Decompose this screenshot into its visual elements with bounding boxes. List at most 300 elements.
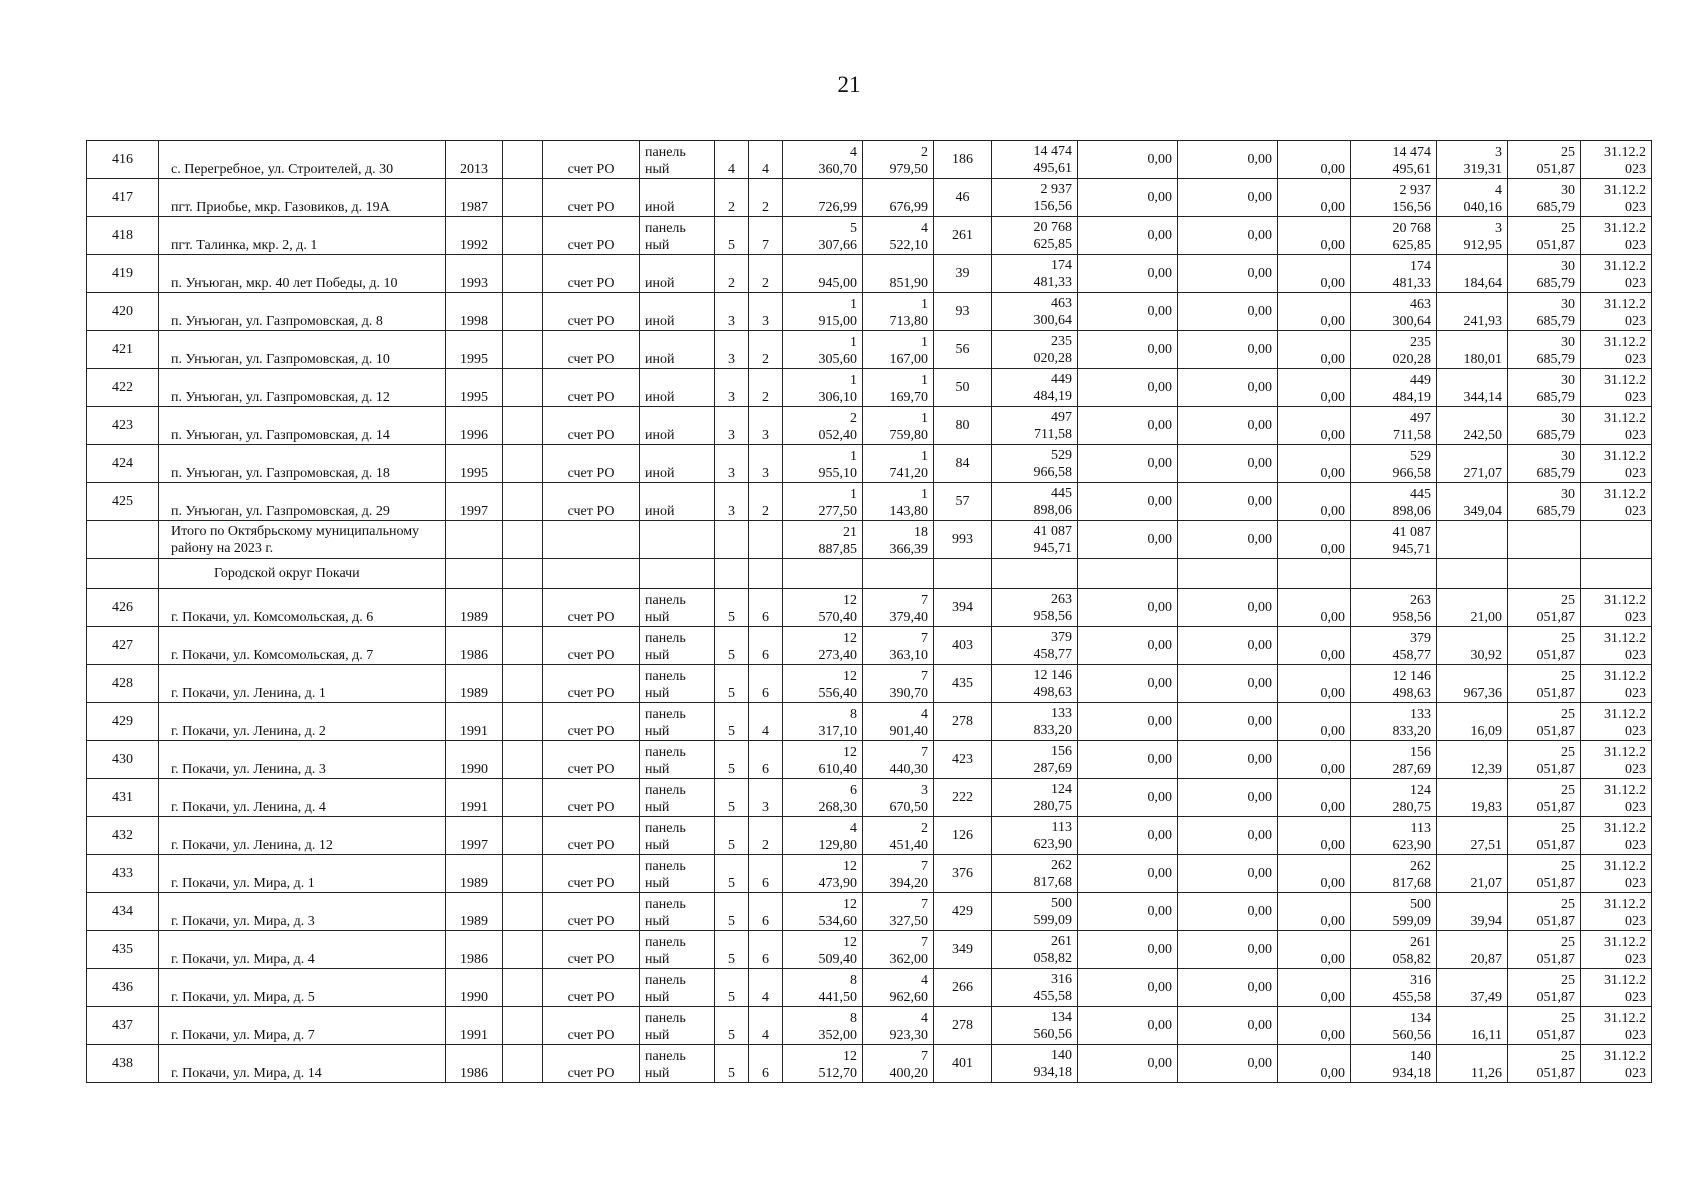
- section-row: [87, 559, 1652, 589]
- cell-limit-cost: 25 051,87: [1508, 627, 1581, 665]
- cell-unit-cost: 241,93: [1437, 293, 1508, 331]
- cell-address: п. Унъюган, ул. Газпромовская, д. 29: [159, 483, 446, 521]
- table-row: [87, 627, 1652, 665]
- cell-cost-fund: 0,00: [1078, 483, 1178, 521]
- cell-cost-owners: 124 280,75: [1351, 779, 1437, 817]
- table-row: [87, 969, 1652, 1007]
- cell-entrances: 6: [749, 931, 783, 969]
- cell-cost-budget: 0,00: [1178, 407, 1278, 445]
- cell-entrances: 3: [749, 293, 783, 331]
- cell-cost-budget: 0,00: [1178, 1007, 1278, 1045]
- cell-address: с. Перегребное, ул. Строителей, д. 30: [159, 141, 446, 179]
- cell-total-area: 8 352,00: [783, 1007, 863, 1045]
- cell-address: пгт. Талинка, мкр. 2, д. 1: [159, 217, 446, 255]
- cell-cost-budget: 0,00: [1178, 589, 1278, 627]
- cell-cost-owners: 316 455,58: [1351, 969, 1437, 1007]
- cell-floors: 3: [715, 445, 749, 483]
- cell-total-cost: 134 560,56: [992, 1007, 1078, 1045]
- cell-living-area: 7 400,20: [863, 1045, 934, 1083]
- cell-address: г. Покачи, ул. Комсомольская, д. 7: [159, 627, 446, 665]
- cell-residents: 126: [934, 817, 992, 855]
- cell-living-area: 1 713,80: [863, 293, 934, 331]
- cell-completion-date: 31.12.2 023: [1581, 779, 1652, 817]
- cell-col-empty: [503, 703, 543, 741]
- cell-residents: 401: [934, 1045, 992, 1083]
- cell-floors: [715, 559, 749, 589]
- cell-cost-budget: 0,00: [1178, 141, 1278, 179]
- cell-unit-cost: 3 319,31: [1437, 141, 1508, 179]
- cell-cost-other: 0,00: [1278, 703, 1351, 741]
- cell-entrances: 2: [749, 369, 783, 407]
- cell-total-area: 12 534,60: [783, 893, 863, 931]
- cell-fund-method: счет РО: [543, 179, 640, 217]
- cell-cost-fund: 0,00: [1078, 217, 1178, 255]
- cell-address: г. Покачи, ул. Ленина, д. 4: [159, 779, 446, 817]
- cell-cost-owners: 133 833,20: [1351, 703, 1437, 741]
- cell-cost-budget: 0,00: [1178, 369, 1278, 407]
- cell-address: п. Унъюган, мкр. 40 лет Победы, д. 10: [159, 255, 446, 293]
- cell-fund-method: счет РО: [543, 665, 640, 703]
- cell-completion-date: [1581, 559, 1652, 589]
- cell-address: г. Покачи, ул. Ленина, д. 2: [159, 703, 446, 741]
- cell-limit-cost: 25 051,87: [1508, 703, 1581, 741]
- cell-floors: 2: [715, 255, 749, 293]
- cell-cost-budget: 0,00: [1178, 931, 1278, 969]
- cell-address: г. Покачи, ул. Ленина, д. 12: [159, 817, 446, 855]
- cell-wall-type: иной: [640, 293, 715, 331]
- cell-row-number: 418: [87, 217, 159, 255]
- cell-unit-cost: 27,51: [1437, 817, 1508, 855]
- cell-residents: 46: [934, 179, 992, 217]
- cell-limit-cost: 25 051,87: [1508, 665, 1581, 703]
- cell-cost-fund: 0,00: [1078, 741, 1178, 779]
- cell-address: п. Унъюган, ул. Газпромовская, д. 12: [159, 369, 446, 407]
- cell-col-empty: [503, 779, 543, 817]
- cell-row-number: 419: [87, 255, 159, 293]
- cell-col-empty: [503, 407, 543, 445]
- cell-living-area: 7 362,00: [863, 931, 934, 969]
- cell-row-number: 427: [87, 627, 159, 665]
- cell-cost-owners: 445 898,06: [1351, 483, 1437, 521]
- cell-col-empty: [503, 217, 543, 255]
- cell-row-number: 433: [87, 855, 159, 893]
- cell-unit-cost: 39,94: [1437, 893, 1508, 931]
- cell-cost-fund: 0,00: [1078, 893, 1178, 931]
- cell-year: 1989: [446, 893, 503, 931]
- cell-cost-owners: 261 058,82: [1351, 931, 1437, 969]
- cell-row-number: 430: [87, 741, 159, 779]
- cell-year: 1989: [446, 589, 503, 627]
- cell-floors: 3: [715, 407, 749, 445]
- cell-limit-cost: 30 685,79: [1508, 331, 1581, 369]
- cell-living-area: 1 759,80: [863, 407, 934, 445]
- cell-limit-cost: 25 051,87: [1508, 141, 1581, 179]
- cell-entrances: 2: [749, 817, 783, 855]
- cell-total-area: 1 955,10: [783, 445, 863, 483]
- cell-living-area: [863, 559, 934, 589]
- cell-cost-other: 0,00: [1278, 665, 1351, 703]
- cell-year: 1995: [446, 369, 503, 407]
- cell-completion-date: 31.12.2 023: [1581, 293, 1652, 331]
- cell-unit-cost: 180,01: [1437, 331, 1508, 369]
- cell-residents: 349: [934, 931, 992, 969]
- cell-residents: 394: [934, 589, 992, 627]
- cell-wall-type: панель ный: [640, 741, 715, 779]
- cell-cost-budget: 0,00: [1178, 893, 1278, 931]
- cell-living-area: 18 366,39: [863, 521, 934, 559]
- cell-col-empty: [503, 559, 543, 589]
- table-row: [87, 407, 1652, 445]
- cell-limit-cost: 30 685,79: [1508, 407, 1581, 445]
- cell-fund-method: счет РО: [543, 779, 640, 817]
- cell-residents: 261: [934, 217, 992, 255]
- cell-col-empty: [503, 521, 543, 559]
- cell-wall-type: панель ный: [640, 589, 715, 627]
- cell-cost-other: 0,00: [1278, 255, 1351, 293]
- cell-unit-cost: 271,07: [1437, 445, 1508, 483]
- cell-total-area: 5 307,66: [783, 217, 863, 255]
- cell-col-empty: [503, 817, 543, 855]
- cell-wall-type: иной: [640, 369, 715, 407]
- cell-cost-other: 0,00: [1278, 521, 1351, 559]
- cell-cost-fund: 0,00: [1078, 855, 1178, 893]
- cell-cost-owners: 235 020,28: [1351, 331, 1437, 369]
- cell-cost-budget: 0,00: [1178, 521, 1278, 559]
- cell-living-area: 4 522,10: [863, 217, 934, 255]
- cell-residents: 39: [934, 255, 992, 293]
- cell-completion-date: 31.12.2 023: [1581, 217, 1652, 255]
- cell-unit-cost: 21,07: [1437, 855, 1508, 893]
- cell-limit-cost: 25 051,87: [1508, 1045, 1581, 1083]
- cell-fund-method: счет РО: [543, 969, 640, 1007]
- cell-residents: 403: [934, 627, 992, 665]
- cell-total-cost: 497 711,58: [992, 407, 1078, 445]
- cell-entrances: 7: [749, 217, 783, 255]
- cell-cost-budget: 0,00: [1178, 741, 1278, 779]
- cell-completion-date: 31.12.2 023: [1581, 703, 1652, 741]
- cell-total-area: [783, 559, 863, 589]
- cell-completion-date: 31.12.2 023: [1581, 855, 1652, 893]
- cell-row-number: 417: [87, 179, 159, 217]
- cell-limit-cost: 25 051,87: [1508, 217, 1581, 255]
- cell-floors: 2: [715, 179, 749, 217]
- cell-address: г. Покачи, ул. Комсомольская, д. 6: [159, 589, 446, 627]
- cell-col-empty: [503, 483, 543, 521]
- cell-row-number: 426: [87, 589, 159, 627]
- cell-entrances: 6: [749, 855, 783, 893]
- cell-residents: 423: [934, 741, 992, 779]
- cell-total-area: 726,99: [783, 179, 863, 217]
- cell-total-cost: 445 898,06: [992, 483, 1078, 521]
- cell-living-area: 4 962,60: [863, 969, 934, 1007]
- cell-total-cost: [992, 559, 1078, 589]
- cell-col-empty: [503, 1045, 543, 1083]
- cell-cost-other: 0,00: [1278, 445, 1351, 483]
- cell-wall-type: [640, 521, 715, 559]
- cell-residents: 56: [934, 331, 992, 369]
- cell-living-area: 7 390,70: [863, 665, 934, 703]
- cell-cost-budget: 0,00: [1178, 483, 1278, 521]
- cell-completion-date: 31.12.2 023: [1581, 1045, 1652, 1083]
- cell-year: 1993: [446, 255, 503, 293]
- cell-limit-cost: 25 051,87: [1508, 779, 1581, 817]
- cell-unit-cost: 242,50: [1437, 407, 1508, 445]
- cell-living-area: 7 363,10: [863, 627, 934, 665]
- cell-row-number: 435: [87, 931, 159, 969]
- cell-floors: 5: [715, 741, 749, 779]
- cell-unit-cost: 16,11: [1437, 1007, 1508, 1045]
- cell-cost-budget: 0,00: [1178, 703, 1278, 741]
- cell-total-area: 1 305,60: [783, 331, 863, 369]
- cell-wall-type: панель ный: [640, 817, 715, 855]
- cell-total-area: 12 512,70: [783, 1045, 863, 1083]
- cell-wall-type: панель ный: [640, 1007, 715, 1045]
- cell-cost-fund: 0,00: [1078, 627, 1178, 665]
- cell-wall-type: иной: [640, 179, 715, 217]
- cell-limit-cost: 25 051,87: [1508, 589, 1581, 627]
- cell-row-number: 425: [87, 483, 159, 521]
- cell-cost-fund: 0,00: [1078, 179, 1178, 217]
- cell-unit-cost: 37,49: [1437, 969, 1508, 1007]
- cell-wall-type: панель ный: [640, 1045, 715, 1083]
- cell-living-area: 676,99: [863, 179, 934, 217]
- cell-total-cost: 261 058,82: [992, 931, 1078, 969]
- cell-floors: 5: [715, 931, 749, 969]
- cell-wall-type: панель ный: [640, 855, 715, 893]
- cell-limit-cost: 25 051,87: [1508, 969, 1581, 1007]
- cell-residents: 376: [934, 855, 992, 893]
- cell-fund-method: счет РО: [543, 1045, 640, 1083]
- cell-cost-owners: 379 458,77: [1351, 627, 1437, 665]
- cell-wall-type: иной: [640, 331, 715, 369]
- cell-year: 1997: [446, 483, 503, 521]
- cell-cost-other: 0,00: [1278, 969, 1351, 1007]
- cell-fund-method: счет РО: [543, 217, 640, 255]
- cell-wall-type: панель ный: [640, 217, 715, 255]
- cell-floors: 3: [715, 483, 749, 521]
- cell-cost-other: 0,00: [1278, 931, 1351, 969]
- cell-residents: 186: [934, 141, 992, 179]
- cell-entrances: 3: [749, 445, 783, 483]
- cell-residents: 80: [934, 407, 992, 445]
- cell-cost-budget: 0,00: [1178, 255, 1278, 293]
- cell-fund-method: счет РО: [543, 369, 640, 407]
- cell-floors: 5: [715, 703, 749, 741]
- cell-fund-method: счет РО: [543, 589, 640, 627]
- cell-cost-owners: 156 287,69: [1351, 741, 1437, 779]
- cell-cost-fund: [1078, 559, 1178, 589]
- cell-total-cost: 529 966,58: [992, 445, 1078, 483]
- cell-wall-type: панель ный: [640, 969, 715, 1007]
- cell-cost-owners: 449 484,19: [1351, 369, 1437, 407]
- cell-floors: 5: [715, 969, 749, 1007]
- cell-cost-other: 0,00: [1278, 407, 1351, 445]
- cell-fund-method: счет РО: [543, 741, 640, 779]
- cell-entrances: 2: [749, 179, 783, 217]
- cell-cost-owners: 113 623,90: [1351, 817, 1437, 855]
- cell-col-empty: [503, 855, 543, 893]
- cell-unit-cost: [1437, 521, 1508, 559]
- cell-address: п. Унъюган, ул. Газпромовская, д. 10: [159, 331, 446, 369]
- cell-living-area: 2 451,40: [863, 817, 934, 855]
- cell-wall-type: панель ный: [640, 931, 715, 969]
- cell-total-cost: 449 484,19: [992, 369, 1078, 407]
- cell-floors: 3: [715, 369, 749, 407]
- cell-living-area: 7 394,20: [863, 855, 934, 893]
- cell-floors: 5: [715, 817, 749, 855]
- cell-total-cost: 12 146 498,63: [992, 665, 1078, 703]
- cell-limit-cost: 30 685,79: [1508, 445, 1581, 483]
- cell-cost-other: 0,00: [1278, 179, 1351, 217]
- cell-cost-fund: 0,00: [1078, 665, 1178, 703]
- cell-cost-other: 0,00: [1278, 817, 1351, 855]
- cell-cost-owners: 174 481,33: [1351, 255, 1437, 293]
- cell-cost-budget: [1178, 559, 1278, 589]
- cell-floors: 5: [715, 779, 749, 817]
- cell-cost-owners: 134 560,56: [1351, 1007, 1437, 1045]
- cell-entrances: 6: [749, 589, 783, 627]
- cell-cost-owners: 140 934,18: [1351, 1045, 1437, 1083]
- registry-body: [87, 141, 1652, 1083]
- cell-fund-method: счет РО: [543, 931, 640, 969]
- cell-row-number: [87, 559, 159, 589]
- table-row: [87, 1007, 1652, 1045]
- cell-cost-fund: 0,00: [1078, 141, 1178, 179]
- cell-address: Городской округ Покачи: [159, 559, 446, 589]
- cell-cost-other: 0,00: [1278, 627, 1351, 665]
- cell-cost-other: 0,00: [1278, 141, 1351, 179]
- cell-cost-fund: 0,00: [1078, 703, 1178, 741]
- cell-completion-date: 31.12.2 023: [1581, 589, 1652, 627]
- cell-cost-fund: 0,00: [1078, 521, 1178, 559]
- cell-floors: 5: [715, 1007, 749, 1045]
- cell-cost-fund: 0,00: [1078, 407, 1178, 445]
- cell-fund-method: счет РО: [543, 483, 640, 521]
- cell-address: г. Покачи, ул. Мира, д. 3: [159, 893, 446, 931]
- cell-row-number: 434: [87, 893, 159, 931]
- cell-col-empty: [503, 179, 543, 217]
- cell-row-number: 432: [87, 817, 159, 855]
- cell-floors: 5: [715, 589, 749, 627]
- cell-cost-budget: 0,00: [1178, 779, 1278, 817]
- cell-fund-method: счет РО: [543, 855, 640, 893]
- cell-row-number: 421: [87, 331, 159, 369]
- cell-cost-owners: 12 146 498,63: [1351, 665, 1437, 703]
- cell-completion-date: 31.12.2 023: [1581, 969, 1652, 1007]
- cell-entrances: [749, 559, 783, 589]
- cell-floors: 5: [715, 627, 749, 665]
- cell-wall-type: [640, 559, 715, 589]
- table-row: [87, 483, 1652, 521]
- cell-cost-other: 0,00: [1278, 1007, 1351, 1045]
- cell-col-empty: [503, 255, 543, 293]
- cell-entrances: 2: [749, 331, 783, 369]
- table-row: [87, 741, 1652, 779]
- cell-wall-type: панель ный: [640, 703, 715, 741]
- cell-unit-cost: 12,39: [1437, 741, 1508, 779]
- cell-limit-cost: [1508, 521, 1581, 559]
- cell-address: пгт. Приобье, мкр. Газовиков, д. 19А: [159, 179, 446, 217]
- cell-cost-owners: 263 958,56: [1351, 589, 1437, 627]
- cell-floors: 3: [715, 331, 749, 369]
- cell-entrances: 6: [749, 1045, 783, 1083]
- table-row: [87, 855, 1652, 893]
- cell-address: г. Покачи, ул. Ленина, д. 3: [159, 741, 446, 779]
- cell-wall-type: панель ный: [640, 627, 715, 665]
- cell-total-area: 2 052,40: [783, 407, 863, 445]
- cell-entrances: 4: [749, 1007, 783, 1045]
- cell-cost-other: 0,00: [1278, 893, 1351, 931]
- cell-cost-budget: 0,00: [1178, 969, 1278, 1007]
- cell-row-number: 422: [87, 369, 159, 407]
- cell-completion-date: 31.12.2 023: [1581, 931, 1652, 969]
- cell-year: 1990: [446, 741, 503, 779]
- cell-limit-cost: 30 685,79: [1508, 369, 1581, 407]
- cell-cost-fund: 0,00: [1078, 293, 1178, 331]
- cell-year: 1991: [446, 1007, 503, 1045]
- total-row: [87, 521, 1652, 559]
- cell-col-empty: [503, 893, 543, 931]
- cell-address: п. Унъюган, ул. Газпромовская, д. 18: [159, 445, 446, 483]
- cell-cost-owners: 529 966,58: [1351, 445, 1437, 483]
- cell-address: г. Покачи, ул. Мира, д. 5: [159, 969, 446, 1007]
- table-row: [87, 445, 1652, 483]
- cell-total-area: 1 915,00: [783, 293, 863, 331]
- cell-living-area: 7 379,40: [863, 589, 934, 627]
- cell-entrances: 3: [749, 407, 783, 445]
- cell-cost-owners: 41 087 945,71: [1351, 521, 1437, 559]
- cell-residents: 93: [934, 293, 992, 331]
- cell-total-area: 12 509,40: [783, 931, 863, 969]
- cell-living-area: 7 440,30: [863, 741, 934, 779]
- cell-cost-owners: 463 300,64: [1351, 293, 1437, 331]
- cell-total-area: 8 441,50: [783, 969, 863, 1007]
- cell-fund-method: счет РО: [543, 407, 640, 445]
- cell-fund-method: счет РО: [543, 817, 640, 855]
- table-row: [87, 931, 1652, 969]
- cell-cost-budget: 0,00: [1178, 855, 1278, 893]
- cell-cost-fund: 0,00: [1078, 779, 1178, 817]
- cell-limit-cost: [1508, 559, 1581, 589]
- cell-living-area: 1 167,00: [863, 331, 934, 369]
- cell-address: п. Унъюган, ул. Газпромовская, д. 14: [159, 407, 446, 445]
- cell-cost-budget: 0,00: [1178, 293, 1278, 331]
- cell-limit-cost: 25 051,87: [1508, 817, 1581, 855]
- cell-wall-type: панель ный: [640, 779, 715, 817]
- cell-cost-budget: 0,00: [1178, 179, 1278, 217]
- cell-total-cost: 20 768 625,85: [992, 217, 1078, 255]
- cell-total-area: 12 556,40: [783, 665, 863, 703]
- cell-col-empty: [503, 969, 543, 1007]
- cell-cost-other: 0,00: [1278, 855, 1351, 893]
- cell-cost-fund: 0,00: [1078, 331, 1178, 369]
- cell-year: 1986: [446, 627, 503, 665]
- cell-row-number: 423: [87, 407, 159, 445]
- cell-year: 1995: [446, 331, 503, 369]
- cell-completion-date: 31.12.2 023: [1581, 179, 1652, 217]
- cell-completion-date: 31.12.2 023: [1581, 483, 1652, 521]
- cell-entrances: 4: [749, 141, 783, 179]
- cell-row-number: 438: [87, 1045, 159, 1083]
- cell-limit-cost: 25 051,87: [1508, 931, 1581, 969]
- cell-cost-owners: 497 711,58: [1351, 407, 1437, 445]
- cell-address: г. Покачи, ул. Мира, д. 7: [159, 1007, 446, 1045]
- cell-address: г. Покачи, ул. Ленина, д. 1: [159, 665, 446, 703]
- cell-cost-other: 0,00: [1278, 331, 1351, 369]
- cell-fund-method: [543, 559, 640, 589]
- cell-living-area: 1 143,80: [863, 483, 934, 521]
- table-row: [87, 1045, 1652, 1083]
